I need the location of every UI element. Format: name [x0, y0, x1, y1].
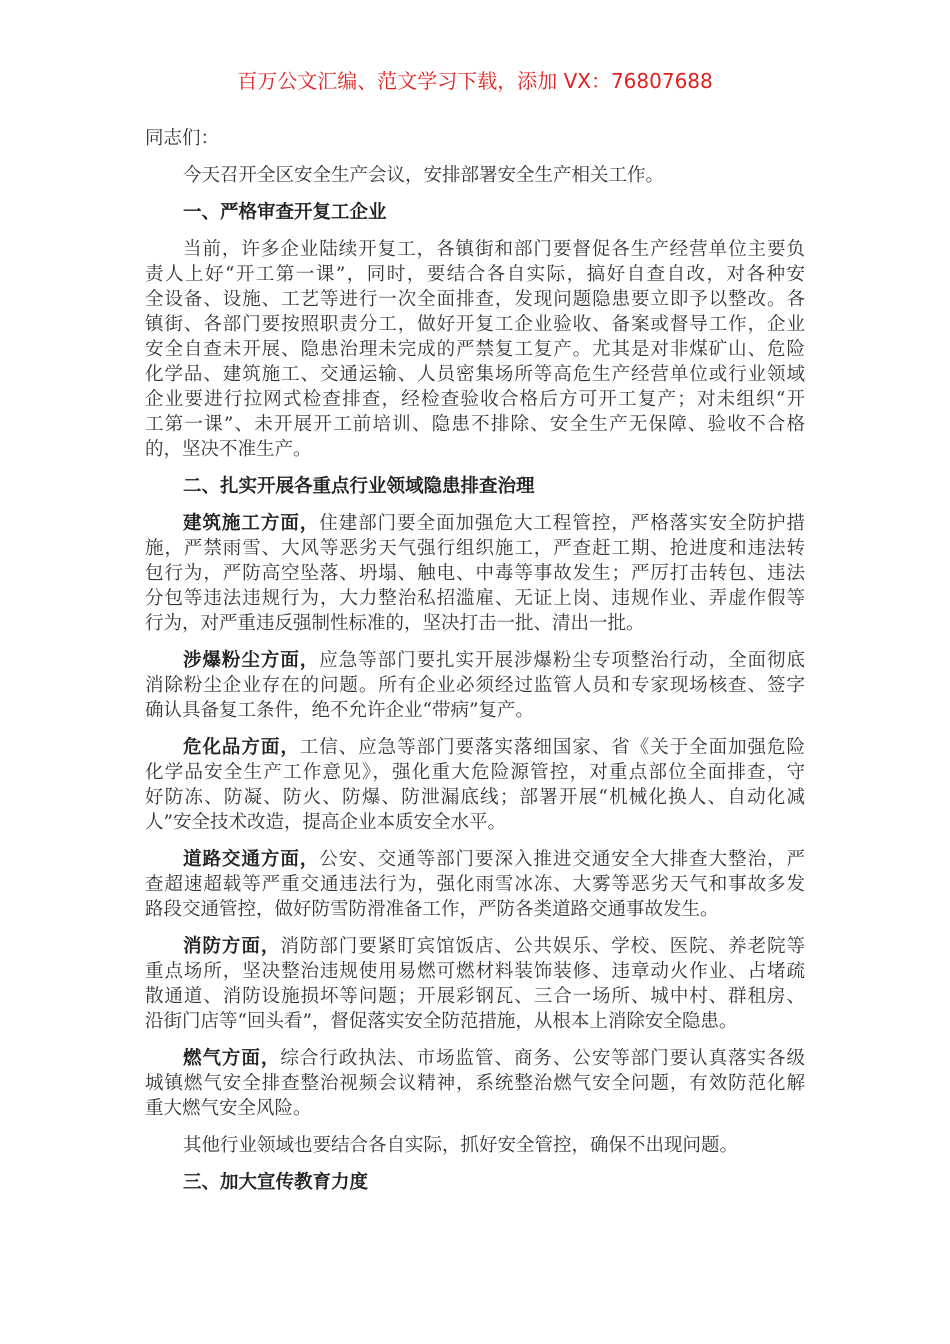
paragraph-line	[145, 735, 805, 760]
paragraph-line	[145, 1046, 805, 1071]
heading-text: 一、严格审查开复工企业	[183, 202, 387, 223]
paragraph-line: 化学品、建筑施工、交通运输、人员密集场所等高危生产经营单位或行业领域	[145, 364, 805, 385]
sector-paragraph	[145, 1046, 805, 1121]
paragraph-line: 人”安全技术改造，提高企业本质安全水平。	[145, 812, 506, 833]
paragraph-line: 查超速超载等严重交通违法行为，强化雨雪冰冻、大雾等恶劣天气和事故多发	[145, 874, 805, 895]
section-1-heading	[145, 200, 805, 225]
paragraph-line: 分包等违法违规行为，大力整治私招滥雇、无证上岗、违规作业、弄虚作假等	[145, 588, 805, 609]
paragraph-line: 安全自查未开展、隐患治理未完成的严禁复工复产。尤其是对非煤矿山、危险	[145, 339, 805, 360]
paragraph-line: 的，坚决不准生产。	[145, 439, 312, 460]
paragraph-line	[145, 511, 805, 536]
paragraph-lead: 道路交通方面，	[183, 849, 320, 870]
sector-paragraph	[145, 847, 805, 922]
paragraph-line: 责人上好“开工第一课”，同时，要结合各自实际，搞好自查自改，对各种安	[145, 264, 805, 285]
paragraph-line: 施，严禁雨雪、大风等恶劣天气强行组织施工，严查赶工期、抢进度和违法转	[145, 538, 805, 559]
paragraph-line: 镇街、各部门要按照职责分工，做好开复工企业验收、备案或督导工作，企业	[145, 314, 805, 335]
paragraph-lead: 危化品方面，	[183, 737, 300, 758]
paragraph-line: 散通道、消防设施损坏等问题；开展彩钢瓦、三合一场所、城中村、群租房、	[145, 986, 805, 1007]
paragraph-line: 重大燃气安全风险。	[145, 1098, 312, 1119]
paragraph-line: 重点场所，坚决整治违规使用易燃可燃材料装饰装修、违章动火作业、占堵疏	[145, 961, 805, 982]
paragraph-text: 住建部门要全面加强危大工程管控，严格落实安全防护措	[319, 513, 805, 534]
paragraph-line: 全设备、设施、工艺等进行一次全面排查，发现问题隐患要立即予以整改。各	[145, 289, 805, 310]
paragraph-lead: 涉爆粉尘方面，	[183, 650, 320, 671]
closing-text: 其他行业领域也要结合各自实际，抓好安全管控，确保不出现问题。	[183, 1135, 739, 1156]
closing-paragraph	[145, 1133, 805, 1158]
sector-paragraph	[145, 648, 805, 723]
paragraph-line: 消除粉尘企业存在的问题。所有企业必须经过监管人员和专家现场核查、签字	[145, 675, 805, 696]
paragraph-line: 包行为，严防高空坠落、坍塌、触电、中毒等事故发生；严厉打击转包、违法	[145, 563, 805, 584]
heading-text: 三、加大宣传教育力度	[183, 1172, 369, 1193]
sector-paragraph	[145, 934, 805, 1034]
watermark-header: 百万公文汇编、范文学习下载，添加 VX：76807688	[237, 69, 713, 93]
section-2-paragraphs	[145, 511, 805, 1121]
salutation-text: 同志们：	[145, 128, 220, 149]
section-3-heading	[145, 1170, 805, 1195]
paragraph-line: 沿街门店等“回头看”，督促落实安全防范措施，从根本上消除安全隐患。	[145, 1011, 738, 1032]
document-body	[145, 126, 805, 1207]
salutation	[145, 126, 805, 151]
paragraph-line: 行为，对严重违反强制性标准的，坚决打击一批、清出一批。	[145, 613, 645, 634]
intro-paragraph	[145, 163, 805, 188]
paragraph-line: 当前，许多企业陆续开复工，各镇街和部门要督促各生产经营单位主要负	[183, 239, 805, 260]
paragraph-line: 好防冻、防凝、防火、防爆、防泄漏底线；部署开展“机械化换人、自动化减	[145, 787, 805, 808]
intro-text: 今天召开全区安全生产会议，安排部署安全生产相关工作。	[183, 165, 665, 186]
sector-paragraph	[145, 511, 805, 636]
paragraph-line: 确认具备复工条件，绝不允许企业“带病”复产。	[145, 700, 534, 721]
paragraph-line	[145, 648, 805, 673]
paragraph-lead: 建筑施工方面，	[183, 513, 320, 534]
paragraph-lead: 燃气方面，	[183, 1048, 281, 1069]
paragraph-line	[145, 847, 805, 872]
sector-paragraph	[145, 735, 805, 835]
paragraph-line: 工第一课”、未开展开工前培训、隐患不排除、安全生产无保障、验收不合格	[145, 414, 805, 435]
paragraph-line: 化学品安全生产工作意见》，强化重大危险源管控，对重点部位全面排查，守	[145, 762, 805, 783]
paragraph-text: 工信、应急等部门要落实落细国家、省《关于全面加强危险	[299, 737, 805, 758]
paragraph-line: 城镇燃气安全排查整治视频会议精神，系统整治燃气安全问题，有效防范化解	[145, 1073, 805, 1094]
paragraph-line: 企业要进行拉网式检查排查，经检查验收合格后方可开工复产；对未组织“开	[145, 389, 805, 410]
paragraph-text: 综合行政执法、市场监管、商务、公安等部门要认真落实各级	[280, 1048, 805, 1069]
section-2-heading	[145, 474, 805, 499]
paragraph-line: 路段交通管控，做好防雪防滑准备工作，严防各类道路交通事故发生。	[145, 899, 719, 920]
paragraph-text: 应急等部门要扎实开展涉爆粉尘专项整治行动，全面彻底	[319, 650, 805, 671]
paragraph-line	[145, 934, 805, 959]
section-1-paragraph	[145, 237, 805, 462]
paragraph-text: 公安、交通等部门要深入推进交通安全大排查大整治，严	[319, 849, 805, 870]
paragraph-text: 消防部门要紧盯宾馆饭店、公共娱乐、学校、医院、养老院等	[280, 936, 805, 957]
paragraph-lead: 消防方面，	[183, 936, 281, 957]
heading-text: 二、扎实开展各重点行业领域隐患排查治理	[183, 476, 535, 497]
